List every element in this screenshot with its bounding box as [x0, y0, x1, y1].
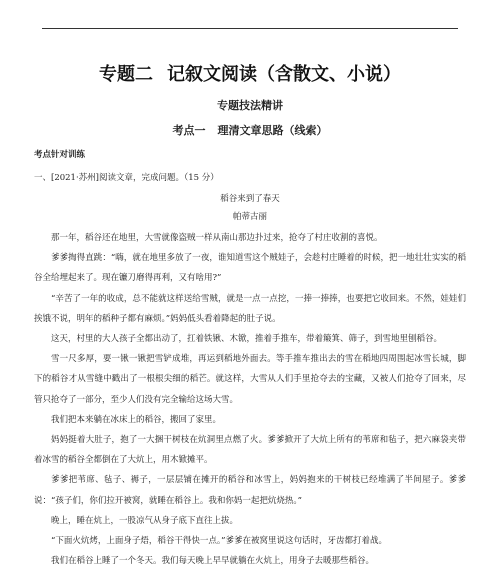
paragraph: 我们把本来躺在冰床上的稻谷，搬回了家里。	[51, 414, 222, 425]
paragraph: 这天，村里的大人孩子全都出动了，扛着铁锹、木锨，推着手推车，带着簸箕、筛子，到雪地里刨稻谷。	[51, 334, 443, 345]
topic-number: 专题二	[99, 64, 153, 85]
paragraph: 爹爹把苇席、毡子、褥子，一层层铺在摊开的稻谷和冰雪上，妈妈抱来的干树枝已经堆满了半间屋子。爹爹说：“孩子们，你们拉开被窝，就睡在稻谷上。我和你妈一起把炕烧热。”	[34, 475, 466, 506]
topic-name: 记叙文阅读（含散文、小说）	[167, 64, 401, 85]
kaodian-label: 考点一	[172, 124, 206, 137]
paragraph: 我们在稻谷上睡了一个冬天。我们每天晚上早早就躺在火炕上，用身子去暖那些稻谷。	[51, 556, 375, 567]
question-prompt: 一、[2021·苏州]阅读文章，完成问题。（15 分）	[34, 173, 219, 183]
top-divider	[42, 28, 458, 29]
paragraph: 爹爹掏得直跳：“嗨，就在地里多放了一夜，谁知道雪这个贼娃子，会趁村庄睡着的时候，把一地壮壮实实的稻谷全给埋起来了。现在镰刀磨得再利，又有啥用?”	[34, 253, 466, 284]
paragraph: 妈妈挺着大肚子，抱了一大捆干树枝在炕洞里点燃了火。爹爹掀开了大炕上所有的苇席和毡子，把六麻袋夹带着冰雪的稻谷全都倒在了大炕上，用木锨摊平。	[34, 435, 466, 466]
page-title	[0, 60, 500, 86]
essay-title: 稻谷来到了春天	[220, 194, 280, 204]
paragraph: 雪一尺多厚，要一锹一锹把雪铲成堆，再运到稻地外面去。等手推车推出去的雪在稻地四周围起冰雪长城，脚下的稻谷才从雪缝中戳出了一根根尖细的稻芒。就这样，大雪从人们手里抢夺去的宝藏，又被人们抢夺了回来，尽管只抢夺了一部分，至少人们没有完全输给这场大雪。	[34, 354, 466, 405]
kaodian-heading	[0, 122, 500, 138]
section-subtitle: 专题技法精讲	[217, 99, 283, 112]
practice-section-label: 考点针对训练	[34, 150, 86, 160]
essay-body	[34, 228, 466, 571]
paragraph: “辛苦了一年的收成，总不能就这样送给雪贼，就是一点一点挖，一捧一捧捧，也要把它收回来。不然，娃娃们挨饿不说，明年的稻种子都有麻烦。”妈妈低头看着降起的肚子说。	[34, 293, 466, 324]
paragraph: 晚上，睡在炕上，一股凉气从身子底下直往上拔。	[51, 515, 239, 526]
paragraph: “下面火炕烤，上面身子焐，稻谷干得快一点。”爹爹在被窝里说这句话时，牙齿都打着战。	[51, 536, 387, 547]
kaodian-text: 理清文章思路（线索）	[217, 124, 328, 137]
paragraph: 那一年，稻谷还在地里，大雪就像盗贼一样从南山那边扑过来，抢夺了村庄收割的喜悦。	[51, 233, 383, 243]
essay-author: 帕蒂古丽	[232, 212, 267, 222]
